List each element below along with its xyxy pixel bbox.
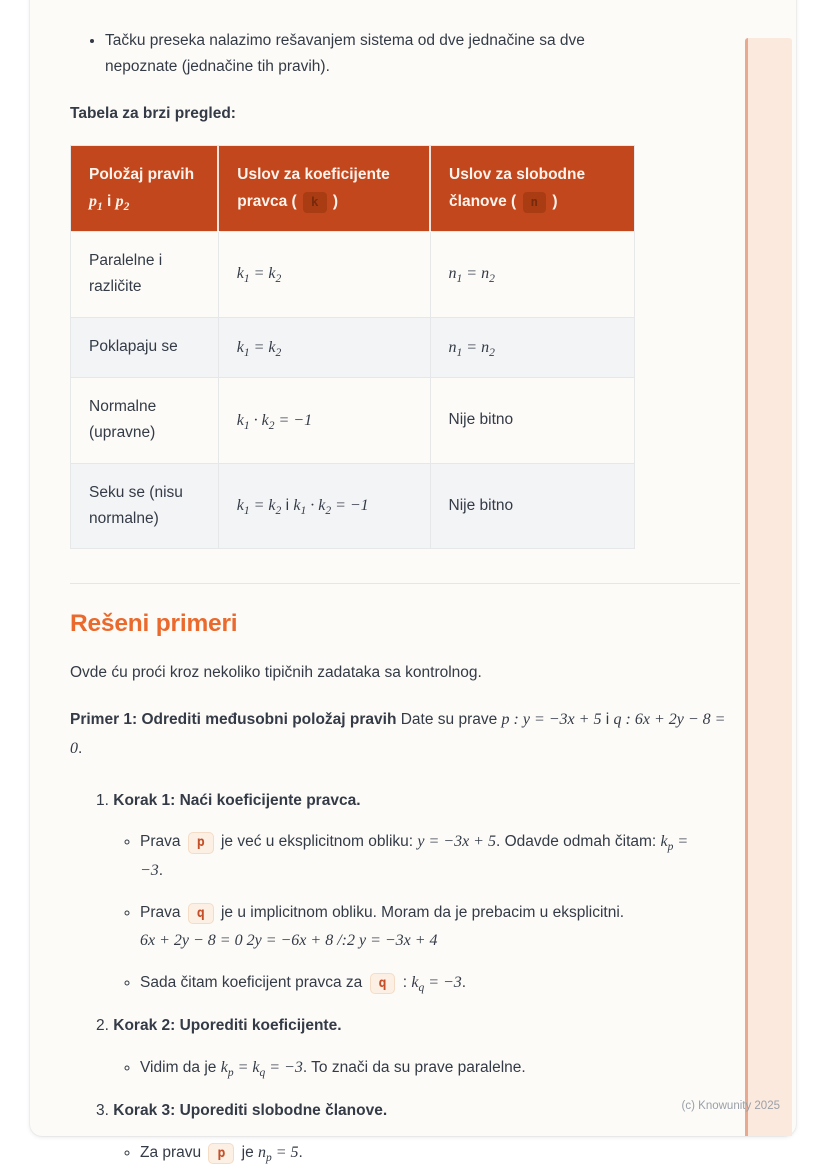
overview-table xyxy=(70,145,635,550)
row-label: Paralelne i različite xyxy=(71,231,219,317)
math-expression: $p_2$ xyxy=(115,192,130,213)
math-expression: $k_1 \cdot k_2 = -1$ xyxy=(293,497,369,518)
section-divider xyxy=(70,583,740,584)
header-cell-koeficijenti xyxy=(218,145,430,231)
header-cell-polozaj xyxy=(71,145,219,231)
step-3 xyxy=(96,1098,740,1167)
inline-code-badge: p xyxy=(188,832,214,854)
math-expression: q : 6x + 2y − 8 = 0 xyxy=(70,710,726,758)
step-title xyxy=(96,788,740,814)
row-label: Seku se (nisu normalne) xyxy=(71,463,219,549)
table-row xyxy=(71,463,635,549)
text: Sada čitam koeficijent pravca za xyxy=(140,973,367,991)
copyright-watermark: (c) Knowunity 2025 xyxy=(681,1100,780,1112)
row-n-condition xyxy=(430,377,634,463)
text: je u implicitnom obliku. Moram da je prebacim u eksplicitni. xyxy=(216,903,625,921)
text: Položaj pravih xyxy=(89,165,195,183)
text: Za pravu xyxy=(140,1143,206,1161)
step-2 xyxy=(96,1013,740,1082)
math-expression: $k_1 = k_2$ xyxy=(236,265,282,286)
text: . To znači da su prave paralelne. xyxy=(302,1058,526,1076)
math-expression: $n_p = 5$ xyxy=(258,1143,299,1164)
step-title xyxy=(96,1013,740,1039)
table-row xyxy=(71,317,635,377)
table-label: Tabela za brzi pregled: xyxy=(70,104,236,122)
solution-steps-list xyxy=(70,788,740,1168)
row-n-condition xyxy=(430,463,634,549)
row-n-condition xyxy=(430,317,634,377)
step-bullet xyxy=(140,899,700,956)
intro-bullet-list xyxy=(70,28,740,81)
step-bullets xyxy=(96,828,740,997)
text: ) xyxy=(548,192,558,210)
step-title-text: Korak 3: Uporediti slobodne članove. xyxy=(113,1102,388,1120)
math-expression: p : y = −3x + 5 xyxy=(501,710,602,728)
step-bullet xyxy=(140,1139,700,1168)
row-k-condition xyxy=(218,377,430,463)
step-bullets xyxy=(96,1139,740,1168)
text: Vidim da je xyxy=(140,1058,221,1076)
text: Uslov za koeficijente pravca ( xyxy=(237,165,390,210)
header-code-badge: k xyxy=(303,192,327,213)
text: Nije bitno xyxy=(448,411,514,429)
step-bullet xyxy=(140,969,700,998)
inline-code-badge: q xyxy=(370,973,396,995)
math-expression: $n_1 = n_2$ xyxy=(448,338,495,359)
row-k-condition xyxy=(218,231,430,317)
text: i xyxy=(281,497,294,515)
section-heading: Rešeni primeri xyxy=(70,610,238,638)
step-bullets xyxy=(96,1054,740,1083)
page-content xyxy=(30,0,796,1168)
table-header-row xyxy=(71,145,635,231)
math-expression: $k_1 \cdot k_2 = -1$ xyxy=(236,411,313,432)
text: Prava xyxy=(140,903,185,921)
step-number: 2. xyxy=(96,1017,109,1035)
header-code-badge: n xyxy=(523,192,547,213)
step-bullet xyxy=(140,1054,700,1083)
step-title xyxy=(96,1098,740,1124)
step-number: 1. xyxy=(96,791,109,809)
text: Date su prave xyxy=(396,710,502,728)
inline-code-badge: q xyxy=(188,903,214,925)
header-cell-slobodni xyxy=(430,145,634,231)
text: ) xyxy=(328,192,339,210)
text: je već u eksplicitnom obliku: xyxy=(216,833,418,851)
row-k-condition xyxy=(218,463,430,549)
primer-1-statement xyxy=(70,705,740,764)
table-row xyxy=(71,377,635,463)
math-expression: $k_q = -3$ xyxy=(411,973,462,994)
row-k-condition xyxy=(218,317,430,377)
text: . xyxy=(461,973,467,991)
step-bullet xyxy=(140,828,700,886)
inline-code-badge: p xyxy=(208,1143,234,1165)
step-number: 3. xyxy=(96,1102,109,1120)
row-label: Normalne (upravne) xyxy=(71,377,219,463)
text: : xyxy=(398,973,412,991)
intro-bullet: • Tačku preseka nalazimo rešavanjem sistema od dve jednačine sa dve nepoznate (jednačine tih pravih). xyxy=(105,28,645,81)
math-expression: y = −3x + 5 xyxy=(417,833,496,851)
text: . xyxy=(158,862,164,880)
text: . xyxy=(298,1143,303,1161)
math-expression: $k_1 = k_2$ xyxy=(236,497,282,518)
step-title-text: Korak 1: Naći koeficijente pravca. xyxy=(113,791,361,809)
document-page xyxy=(30,0,796,1164)
text: Uslov za slobodne članove ( xyxy=(449,165,586,210)
text: je xyxy=(237,1143,258,1161)
text: i xyxy=(102,192,116,210)
row-n-condition xyxy=(430,231,634,317)
table-row xyxy=(71,231,635,317)
text: Prava xyxy=(140,833,185,851)
step-1 xyxy=(96,788,740,997)
text: Nije bitno xyxy=(448,496,514,514)
bold-text: Primer 1: Odrediti međusobni položaj pravih xyxy=(70,710,397,728)
text: i xyxy=(601,710,614,728)
section-intro: Ovde ću proći kroz nekoliko tipičnih zadataka sa kontrolnog. xyxy=(70,664,482,682)
step-title-text: Korak 2: Uporediti koeficijente. xyxy=(113,1017,342,1035)
math-expression: $k_p = -3$ xyxy=(140,833,689,880)
math-expression: $n_1 = n_2$ xyxy=(448,265,495,286)
row-label: Poklapaju se xyxy=(71,317,219,377)
text: . xyxy=(78,740,83,758)
math-expression: 6x + 2y − 8 = 0 2y = −6x + 8 /:2 y = −3x + 4 xyxy=(140,931,438,949)
text: . Odavde odmah čitam: xyxy=(495,833,661,851)
math-expression: $p_1$ xyxy=(89,192,103,213)
math-expression: $k_p = k_q = -3$ xyxy=(220,1058,303,1079)
math-expression: $k_1 = k_2$ xyxy=(236,338,282,359)
